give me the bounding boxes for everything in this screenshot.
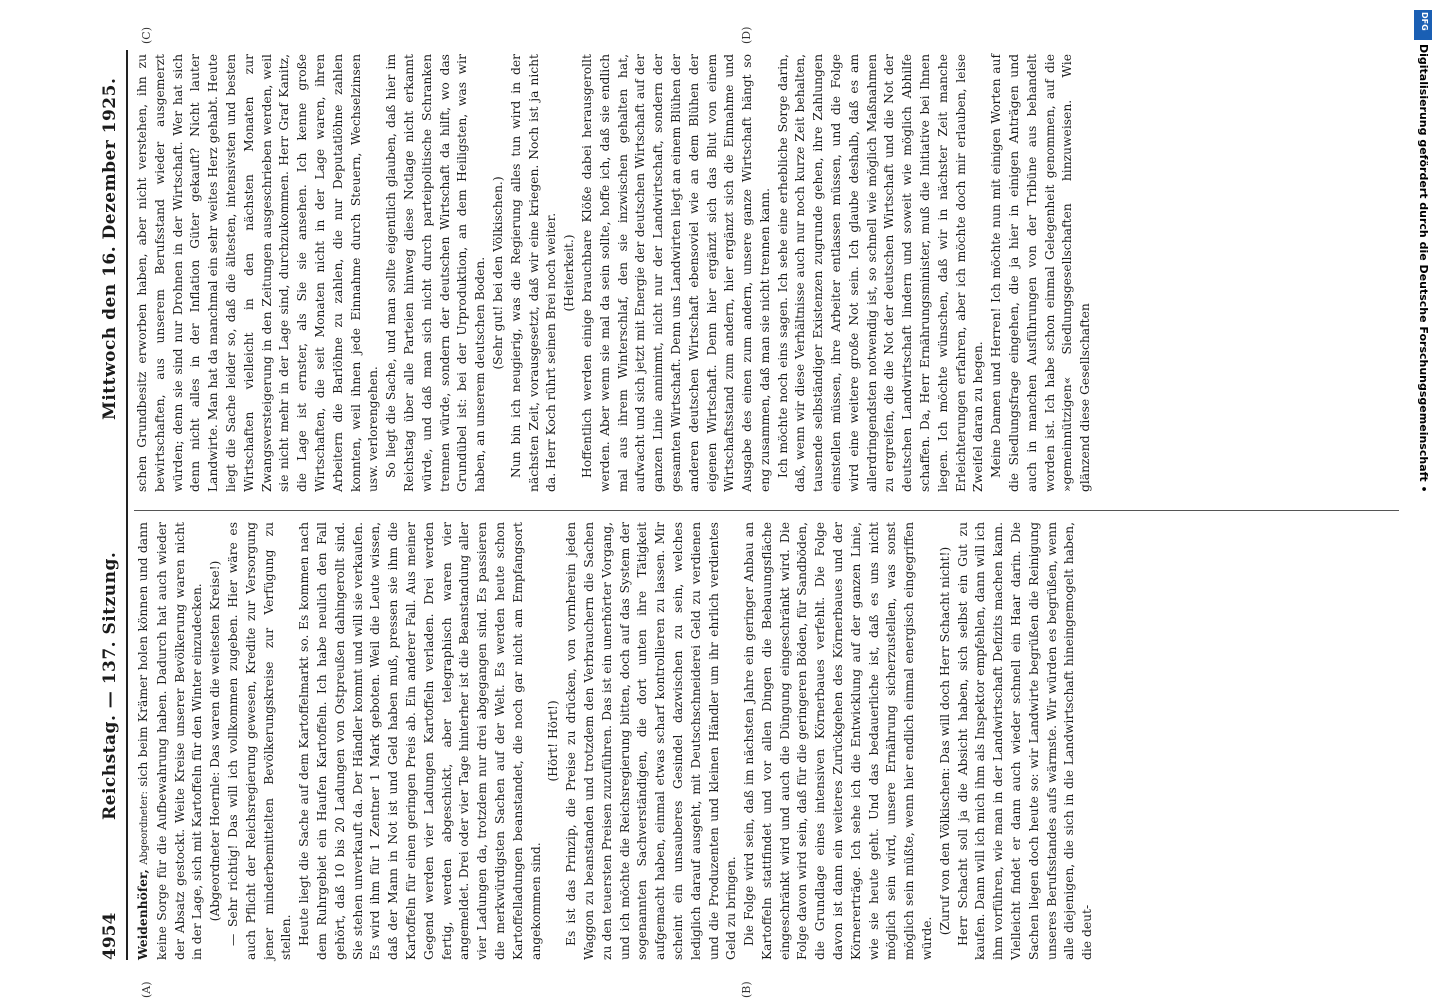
paragraph: Heute liegt die Sache auf dem Kartoffelmarkt so. Es kommen nach dem Ruhrgebiet ein Haufen Kartoffeln. Ich habe neulich den Fall gehört, daß 10 bis 20 Ladungen von Ostpreußen dahingerollt sind. Sie stehen unverkauft da. Der Händler kommt und will sie verkaufen. Es wird ihm für 1 Zentner 1 Mark geboten. Weil die Leute wissen, daß der Mann in Not ist und Geld haben muß, pressen sie ihm die Kartoffeln für einen geringen Preis ab. Ein anderer Fall. Aus meiner Gegend werden vier Ladungen Kartoffeln verladen. Drei werden fertig, werden abgeschickt, aber telegraphisch waren vier angemeldet. Drei oder vier Tage hinterher ist die Beanstandung aller vier Ladungen da, trotzdem nur drei abgegangen sind. Es passieren die merkwürdigsten Sachen auf der Welt. Es werden heute schon Kartoffelladungen beanstandet, die noch gar nicht am Empfangsort angekommen sind. [297, 522, 543, 960]
paragraph: So liegt die Sache, und man sollte eigentlich glauben, daß hier im Reichstag über alle Parteien hinweg diese Notlage nicht erkannt würde, und daß man sich nicht durch parteipolitische Schranken trennen würde, sondern der deutschen Wirtschaft da hilft, wo das Grundübel ist: bei der Urproduktion, an dem Heiligsten, was wir haben, an unserem deutschen Boden. [384, 54, 488, 492]
paragraph: — Sehr richtig! Das will ich vollkommen zugeben. Hier wäre es auch Pflicht der Reichsregierung gewesen, Kredite zur Versorgung jener minderbemittelten Bevölkerungskreise zur Verfügung zu stellen. [225, 522, 294, 960]
paragraph: Nun bin ich neugierig, was die Regierung alles tun wird in der nächsten Zeit, vorausgesetzt, daß wir eine kriegen. Noch ist ja nicht da. Herr Koch rührt seinen Brei noch weiter. [508, 54, 559, 492]
left-column [134, 522, 1404, 960]
interjection: (Hört! Hört!) [546, 700, 561, 782]
speaker-role: Abgeordneter: [139, 791, 150, 865]
rotated-page [100, 26, 1410, 998]
paragraph: Ich möchte noch eins sagen. Ich sehe eine erhebliche Sorge darin, daß, wenn wir diese Verhältnisse auch nur noch kurze Zeit behalten, tausende selbständiger Existenzen zugrunde gehen, ihre Zahlungen einstellen müssen, ihre Arbeiter entlassen müssen, und die Folge wird eine weitere große Not sein. Ich glaube deshalb, daß es am allerdringendsten notwendig ist, so schnell wie möglich Maßnahmen zu ergreifen, die die Not der deutschen Wirtschaft und die Not der deutschen Landwirtschaft lindern und soweit wie möglich Abhilfe schaffen. Da, Herr Ernährungsminister, muß die Initiative bei Ihnen liegen. Ich möchte wünschen, daß wir in nächster Zeit manche Erleichterungen erfahren, aber ich möchte doch mir erlauben, leise Zweifel daran zu hegen. [775, 54, 986, 492]
interjection: (Heiterkeit.) [562, 234, 577, 312]
page-header [100, 50, 124, 960]
session-date: Mittwoch den 16. Dezember 1925. [100, 77, 120, 420]
column-divider [134, 510, 1399, 511]
interjection: (Sehr gut! bei den Völkischen.) [490, 176, 505, 370]
speaker-name: Weidenhöfer, [135, 869, 150, 960]
paragraph: Die Folge wird sein, daß im nächsten Jahre ein geringer Anbau an Kartoffeln stattfindet und vor allen Dingen die Bebauungsfläche eingeschränkt wird und auch die Düngung eingeschränkt wird. Die Folge davon wird sein, daß für die geringeren Böden, für Sandböden, die Grundlage eines intensiven Körnerbaues verfehlt. Die Folge davon ist dann ein weiteres Zurückgehen des Körnerbaues und der Körnererträge. Ich sehe ich die Entwicklung auf der ganzen Linie, wie sie heute geht. Und das bedauerliche ist, daß es uns nicht möglich sein wird, unsere Ernährung sicherzustellen, was sonst möglich sein müßte, wenn hier endlich einmal energisch eingegriffen würde. [742, 522, 935, 960]
paragraph: sich beim Krämer holen können und dann keine Sorge für die Aufbewahrung haben. Dadurch hat auch wieder der Absatz gestockt. Weite Kreise unserer Bevölkerung waren nicht in der Lage, sich mit Kartoffeln für den Winter einzudecken. [136, 522, 205, 960]
dfg-logo-icon [1414, 10, 1432, 40]
paragraph: Meine Damen und Herren! Ich möchte nun mit einigen Worten auf die Siedlungsfrage eingehen, die ja hier in einigen Anträgen und auch in manchen Ausführungen von der Tribüne aus behandelt worden ist. Ich habe schon einmal Gelegenheit genommen, auf die »gemeinnützigen« Siedlungsgesellschaften hinzuweisen. Wie glänzend diese Gesellschaften [989, 54, 1093, 492]
margin-marker-b: (B) [740, 981, 753, 998]
interjection: (Abgeordneter Hoernle: Das waren die weitesten Kreise!) [208, 560, 223, 922]
margin-marker-c: (C) [140, 27, 153, 44]
header-rule [126, 50, 128, 960]
interjection: (Zuruf von den Völkischen: Das will doch Herr Schacht nicht!) [937, 546, 952, 936]
right-column [134, 54, 1404, 492]
page-number: 4954 [100, 912, 120, 960]
digitization-credit [1414, 10, 1432, 990]
margin-marker-a: (A) [140, 981, 153, 998]
paragraph: schen Grundbesitz erworben haben, aber nicht verstehen, ihn zu bewirtschaften, aus unserem Berufsstand wieder ausgemerzt würden; denn sie sind nur Drohnen in der Wirtschaft. Wer hat sich denn nicht alles in der Inflation Güter gekauft? Nicht lauter Landwirte. Man hat da manchmal ein sehr weites Herz gehabt. Heute liegt die Sache leider so, daß die ältesten, intensivsten und besten Wirtschaften vielleicht in den nächsten Monaten zur Zwangsversteigerung in den Zeitungen ausgeschrieben werden, weil sie nicht mehr in der Lage sind, durchzukommen. Herr Graf Kanitz, die Lage ist ernster, als Sie sie ansehen. Ich kenne große Wirtschaften, die seit Monaten nicht in der Lage waren, ihren Arbeitern die Barlöhne zu zahlen, die nur Deputatlöhne zahlen konnten, weil ihnen jede Einnahme durch Steuern, Wechselzinsen usw. verlorengehen. [135, 54, 381, 492]
running-head: Reichstag. — 137. Sitzung. [100, 551, 120, 820]
margin-marker-d: (D) [740, 26, 753, 44]
dfg-logo-text: DFG [1420, 12, 1429, 31]
credit-text: Digitalisierung gefördert durch die Deutsche Forschungsgemeinschaft • [1417, 44, 1430, 493]
paragraph: Es ist das Prinzip, die Preise zu drücken, von vornherein jeden Waggon zu beanstanden und trotzdem den Verbrauchern die Sachen zu den teuersten Preisen zuzuführen. Das ist ein unerhörter Vorgang, und ich möchte die Reichsregierung bitten, doch auf das System der sogenannten Sachverständigen, die dort unten ihre Tätigkeit aufgemacht haben, einmal etwas scharf kontrollieren zu lassen. Mir scheint ein unsauberes Gesindel dazwischen zu sein, welches lediglich darauf ausgeht, mit Deutschschneiderei Geld zu verdienen und die Produzenten und kleinen Händler um ihr ehrlich verdientes Geld zu bringen. [564, 522, 739, 960]
paragraph: Hoffentlich werden einige brauchbare Klöße dabei herausgerollt werden. Aber wenn sie mal da sein sollte, hoffe ich, daß sie endlich mal aus ihrem Winterschlaf, den sie inzwischen gehalten hat, aufwacht und sich jetzt mit Energie der deutschen Wirtschaft auf der ganzen Linie annimmt, nicht nur der Landwirtschaft, sondern der gesamten Wirtschaft. Denn uns Landwirten liegt an einem Blühen der anderen deutschen Wirtschaft ebensoviel wie an dem Blühen der eigenen Wirtschaft. Denn hier ergänzt sich das Blut von einem Wirtschaftsstand zum andern, hier ergänzt sich die Einnahme und Ausgabe des einen zum andern, unsere ganze Wirtschaft hängt so eng zusammen, daß man sie nicht trennen kann. [579, 54, 772, 492]
paragraph: Herr Schacht soll ja die Absicht haben, sich selbst ein Gut zu kaufen. Dann will ich mich ihm als Inspektor empfehlen, dann will ich ihm vorführen, wie man in der Landwirtschaft Defizits machen kann. Vielleicht findet er dann auch wieder schnell ein Haar darin. Die Sachen liegen doch heute so: wir Landwirte begrüßen die Reinigung unseres Berufsstandes aufs wärmste. Wir würden es begrüßen, wenn alle diejenigen, die sich in die Landwirtschaft hineingemogelt haben, die deut- [955, 522, 1095, 960]
